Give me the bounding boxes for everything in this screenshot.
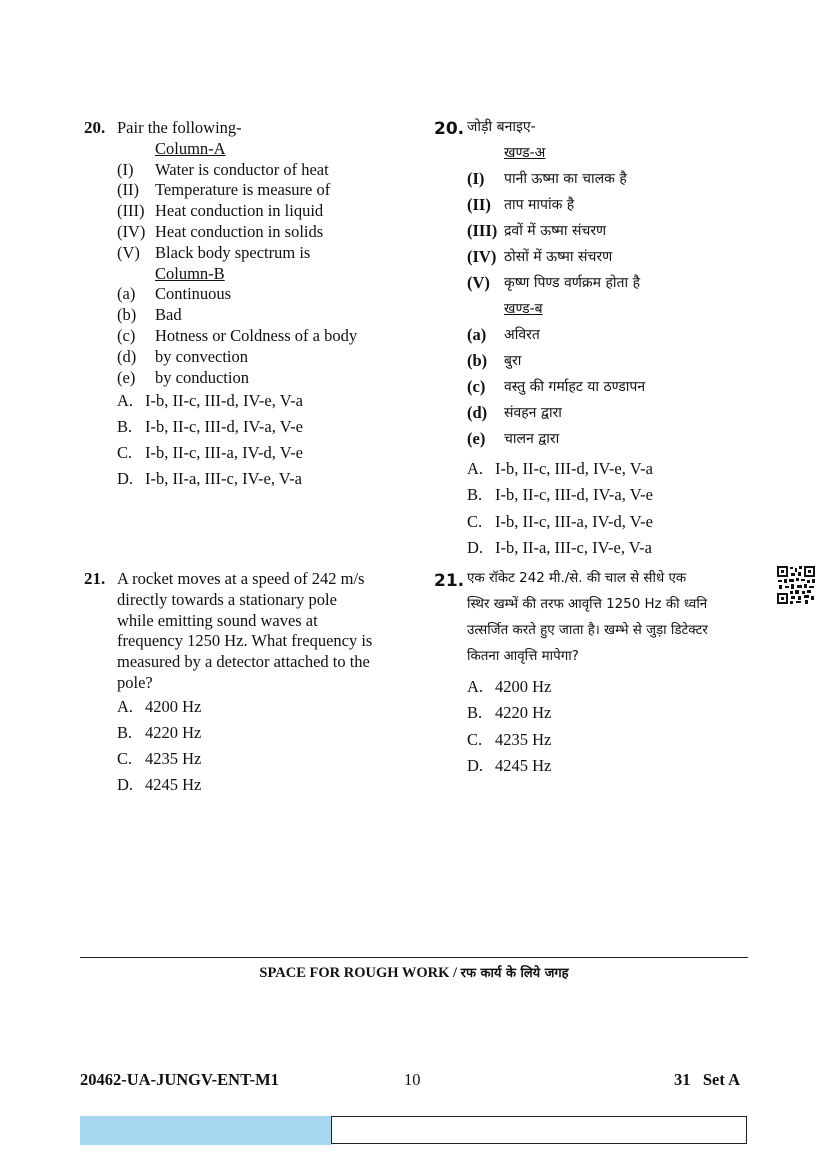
answer-option-c[interactable]: C. I-b, II-c, III-a, IV-d, V-e: [117, 443, 303, 463]
answer-option-c[interactable]: C. 4235 Hz: [467, 729, 552, 749]
column-a-title: Column-A: [155, 138, 226, 158]
column-b-row: (c) वस्तु की गर्माहट या ठण्डापन: [467, 377, 646, 396]
column-b-row: (d) by convection: [117, 346, 249, 366]
column-b-row: (a) अविरत: [467, 325, 540, 344]
question-number: 20.: [84, 118, 106, 137]
answer-option-c[interactable]: C. I-b, II-c, III-a, IV-d, V-e: [467, 511, 653, 531]
answer-option-a[interactable]: A. 4200 Hz: [117, 696, 202, 716]
question-text-line: while emitting sound waves at: [117, 610, 318, 630]
answer-option-d[interactable]: D. I-b, II-a, III-c, IV-e, V-a: [467, 538, 652, 558]
answer-option-c[interactable]: C. 4235 Hz: [117, 748, 202, 768]
column-a-title: खण्ड-अ: [504, 145, 546, 161]
answer-option-b[interactable]: B. 4220 Hz: [467, 703, 552, 723]
column-b-row: (e) by conduction: [117, 367, 249, 387]
page-number: 10: [404, 1070, 421, 1089]
answer-option-b[interactable]: B. 4220 Hz: [117, 722, 202, 742]
question-prompt: जोड़ी बनाइए-: [467, 119, 536, 135]
column-b-row: (a) Continuous: [117, 284, 232, 304]
question-prompt: Pair the following-: [117, 118, 242, 137]
column-a-row: (II) Temperature is measure of: [117, 180, 331, 200]
answer-option-a[interactable]: A. I-b, II-c, III-d, IV-e, V-a: [117, 391, 303, 411]
column-a-row: (V) Black body spectrum is: [117, 242, 311, 262]
column-a-row: (III) द्रवों में ऊष्मा संचरण: [467, 221, 607, 240]
answer-option-b[interactable]: B. I-b, II-c, III-d, IV-a, V-e: [467, 485, 653, 505]
question-number: 21.: [84, 569, 106, 588]
column-a-row: (I) पानी ऊष्मा का चालक है: [467, 169, 627, 188]
rough-work-divider: [80, 957, 748, 958]
column-a-row: (IV) ठोसों में ऊष्मा संचरण: [467, 247, 613, 266]
column-a-row: (V) कृष्ण पिण्ड वर्णक्रम होता है: [467, 273, 641, 292]
question-text-line: frequency 1250 Hz. What frequency is: [117, 631, 373, 651]
question-text-line: स्थिर खम्भें की तरफ आवृत्ति 1250 Hz की ध्वनि: [467, 597, 708, 612]
column-b-title: खण्ड-ब: [504, 301, 543, 317]
question-text-line: उत्सर्जित करते हुए जाता है। खम्भे से जुड़ा डिटेक्टर: [467, 623, 708, 638]
answer-option-b[interactable]: B. I-b, II-c, III-d, IV-a, V-e: [117, 417, 303, 437]
paper-code: 20462-UA-JUNGV-ENT-M1: [80, 1070, 279, 1089]
column-a-row: (I) Water is conductor of heat: [117, 159, 329, 179]
footer-color-bar: [80, 1116, 332, 1145]
qr-code-icon: [776, 565, 816, 605]
question-text-line: कितना आवृत्ति मापेगा?: [467, 649, 579, 664]
footer-outline-box: [331, 1116, 747, 1144]
question-number: 20.: [434, 119, 465, 139]
column-a-row: (II) ताप मापांक है: [467, 195, 575, 214]
question-text-line: measured by a detector attached to the: [117, 652, 370, 672]
question-number: 21.: [434, 571, 465, 591]
answer-option-d[interactable]: D. 4245 Hz: [117, 774, 202, 794]
answer-option-a[interactable]: A. I-b, II-c, III-d, IV-e, V-a: [467, 459, 653, 478]
question-text-line: एक रॉकेट 242 मी./से. की चाल से सीधे एक: [467, 571, 687, 586]
question-text-line: pole?: [117, 672, 153, 692]
column-b-row: (e) चालन द्वारा: [467, 429, 560, 448]
answer-option-d[interactable]: D. I-b, II-a, III-c, IV-e, V-a: [117, 469, 302, 489]
rough-work-label: SPACE FOR ROUGH WORK / रफ कार्य के लिये जगह: [259, 965, 569, 981]
column-b-row: (b) Bad: [117, 305, 182, 325]
column-a-row: (III) Heat conduction in liquid: [117, 201, 324, 221]
column-b-row: (d) संवहन द्वारा: [467, 403, 562, 422]
column-a-row: (IV) Heat conduction in solids: [117, 221, 324, 241]
question-text-line: A rocket moves at a speed of 242 m/s: [117, 569, 365, 588]
column-b-row: (b) बुरा: [467, 351, 522, 370]
set-label: 31 Set A: [674, 1070, 740, 1089]
column-b-title: Column-B: [155, 263, 225, 283]
answer-option-a[interactable]: A. 4200 Hz: [467, 677, 552, 696]
question-text-line: directly towards a stationary pole: [117, 589, 337, 609]
column-b-row: (c) Hotness or Coldness of a body: [117, 325, 358, 345]
answer-option-d[interactable]: D. 4245 Hz: [467, 756, 552, 776]
